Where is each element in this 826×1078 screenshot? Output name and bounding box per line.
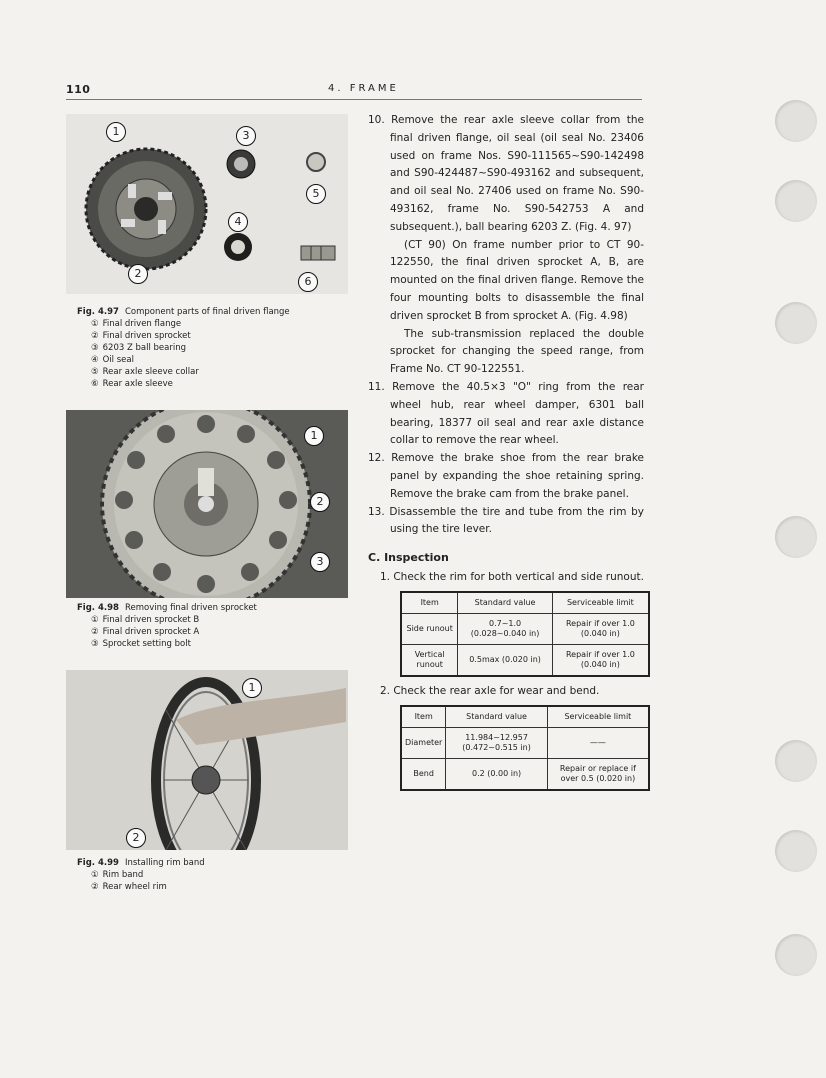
ct90-note: (CT 90) On frame number prior to CT 90-122550, the final driven sprocket A, B, are mounted on the final driven flange. Remove the four mounting bolts to disassemble the final driven sprocket B from sprocket A. (Fig. 4.98) (390, 238, 644, 322)
table-cell: Diameter (401, 727, 446, 758)
table-header: Serviceable limit (547, 706, 649, 728)
legend-number: ② (91, 331, 99, 341)
legend-text: Rim band (102, 870, 144, 880)
table-cell: 0.2 (0.00 in) (446, 758, 547, 790)
figure-label: Fig. 4.97 (77, 307, 119, 317)
legend-text: Final driven sprocket (102, 331, 191, 341)
table-cell: Bend (401, 758, 446, 790)
legend-number: ② (91, 882, 99, 892)
figure-label: Fig. 4.98 (77, 603, 119, 613)
rim-runout-table (400, 591, 650, 677)
figure-title: Installing rim band (124, 858, 205, 868)
legend-text: Rear wheel rim (102, 882, 167, 892)
page-number: 110 (66, 83, 91, 96)
figure-label: Fig. 4.99 (77, 858, 119, 868)
figure-final-driven-flange-parts (66, 114, 348, 294)
legend-number: ② (91, 627, 99, 637)
table-row (401, 644, 649, 676)
table-header: Serviceable limit (552, 592, 649, 614)
table-row (401, 758, 649, 790)
binder-hole (775, 740, 817, 782)
legend-number: ⑥ (91, 379, 99, 389)
step-13: 13. Disassemble the tire and tube from the rim by using the tire lever. (368, 505, 644, 536)
check-2: 2. Check the rear axle for wear and bend. (380, 684, 600, 697)
table-header: Standard value (446, 706, 547, 728)
legend-number: ① (91, 870, 99, 880)
step-12: 12. Remove the brake shoe from the rear brake panel by expanding the shoe retaining spring. Remove the brake cam from the brake panel. (368, 452, 644, 500)
table-cell: 0.7~1.0 (0.028~0.040 in) (458, 613, 552, 644)
table-cell: Side runout (401, 613, 458, 644)
legend-number: ③ (91, 343, 99, 353)
callout-5: 5 (306, 184, 326, 204)
callout-4: 4 (228, 212, 248, 232)
page-header (66, 78, 642, 102)
binder-hole (775, 100, 817, 142)
callout-3: 3 (236, 126, 256, 146)
legend-text: Final driven sprocket B (102, 615, 200, 625)
body-text-column (368, 112, 644, 797)
step-10: 10. Remove the rear axle sleeve collar from the final driven flange, oil seal (oil seal No. 23406 used on frame Nos. S90-111565~S90-142498 and S90-424487~S90-493162 and subsequent, and oil seal No. 27406 used on frame No. S90-493162, frame No. S90-542753 A and subsequent.), ball bearing 6203 Z. (Fig. 4. 97) (368, 114, 644, 233)
callout-3: 3 (310, 552, 330, 572)
legend-number: ⑤ (91, 367, 99, 377)
legend-number: ③ (91, 639, 99, 649)
binder-hole (775, 180, 817, 222)
flange-parts-illustration (66, 114, 348, 294)
legend-text: Rear axle sleeve collar (102, 367, 199, 377)
table-cell: Repair if over 1.0 (0.040 in) (552, 613, 649, 644)
callout-2: 2 (128, 264, 148, 284)
rear-axle-table (400, 705, 650, 791)
header-rule (66, 99, 642, 100)
table-cell: Vertical runout (401, 644, 458, 676)
binder-hole (775, 830, 817, 872)
table-row (401, 727, 649, 758)
table-cell: Repair or replace if over 0.5 (0.020 in) (547, 758, 649, 790)
legend-text: 6203 Z ball bearing (102, 343, 186, 353)
figure-caption (77, 857, 205, 893)
ct90-subtransmission-note: The sub-transmission replaced the double sprocket for changing the speed range, from Frame No. CT 90-122551. (390, 327, 644, 376)
legend-text: Final driven sprocket A (102, 627, 200, 637)
table-row (401, 613, 649, 644)
figure-removing-sprocket (66, 410, 348, 598)
legend-text: Rear axle sleeve (102, 379, 173, 389)
legend-number: ① (91, 615, 99, 625)
figure-installing-rim-band (66, 670, 348, 850)
table-header: Item (401, 706, 446, 728)
binder-hole (775, 302, 817, 344)
table-cell: —— (547, 727, 649, 758)
table-cell: Repair if over 1.0 (0.040 in) (552, 644, 649, 676)
section-inspection-heading: C. Inspection (368, 551, 449, 565)
table-header: Item (401, 592, 458, 614)
table-cell: 0.5max (0.020 in) (458, 644, 552, 676)
legend-text: Sprocket setting bolt (102, 639, 191, 649)
rim-illustration (66, 670, 348, 850)
legend-text: Oil seal (102, 355, 134, 365)
callout-2: 2 (126, 828, 146, 848)
callout-2: 2 (310, 492, 330, 512)
section-title: 4. FRAME (328, 83, 399, 94)
figure-title: Removing final driven sprocket (124, 603, 257, 613)
callout-1: 1 (106, 122, 126, 142)
callout-1: 1 (242, 678, 262, 698)
check-1: 1. Check the rim for both vertical and side runout. (380, 570, 644, 583)
callout-6: 6 (298, 272, 318, 292)
callout-1: 1 (304, 426, 324, 446)
figure-caption (77, 602, 257, 650)
figure-title: Component parts of final driven flange (124, 307, 290, 317)
legend-text: Final driven flange (102, 319, 182, 329)
step-11: 11. Remove the 40.5×3 "O" ring from the rear wheel hub, rear wheel damper, 6301 ball bearing, 18377 oil seal and rear axle distance collar to remove the rear wheel. (368, 380, 644, 447)
binder-hole (775, 934, 817, 976)
figure-caption (77, 306, 290, 390)
legend-number: ④ (91, 355, 99, 365)
binder-hole (775, 516, 817, 558)
table-header: Standard value (458, 592, 552, 614)
table-cell: 11.984~12.957 (0.472~0.515 in) (446, 727, 547, 758)
legend-number: ① (91, 319, 99, 329)
